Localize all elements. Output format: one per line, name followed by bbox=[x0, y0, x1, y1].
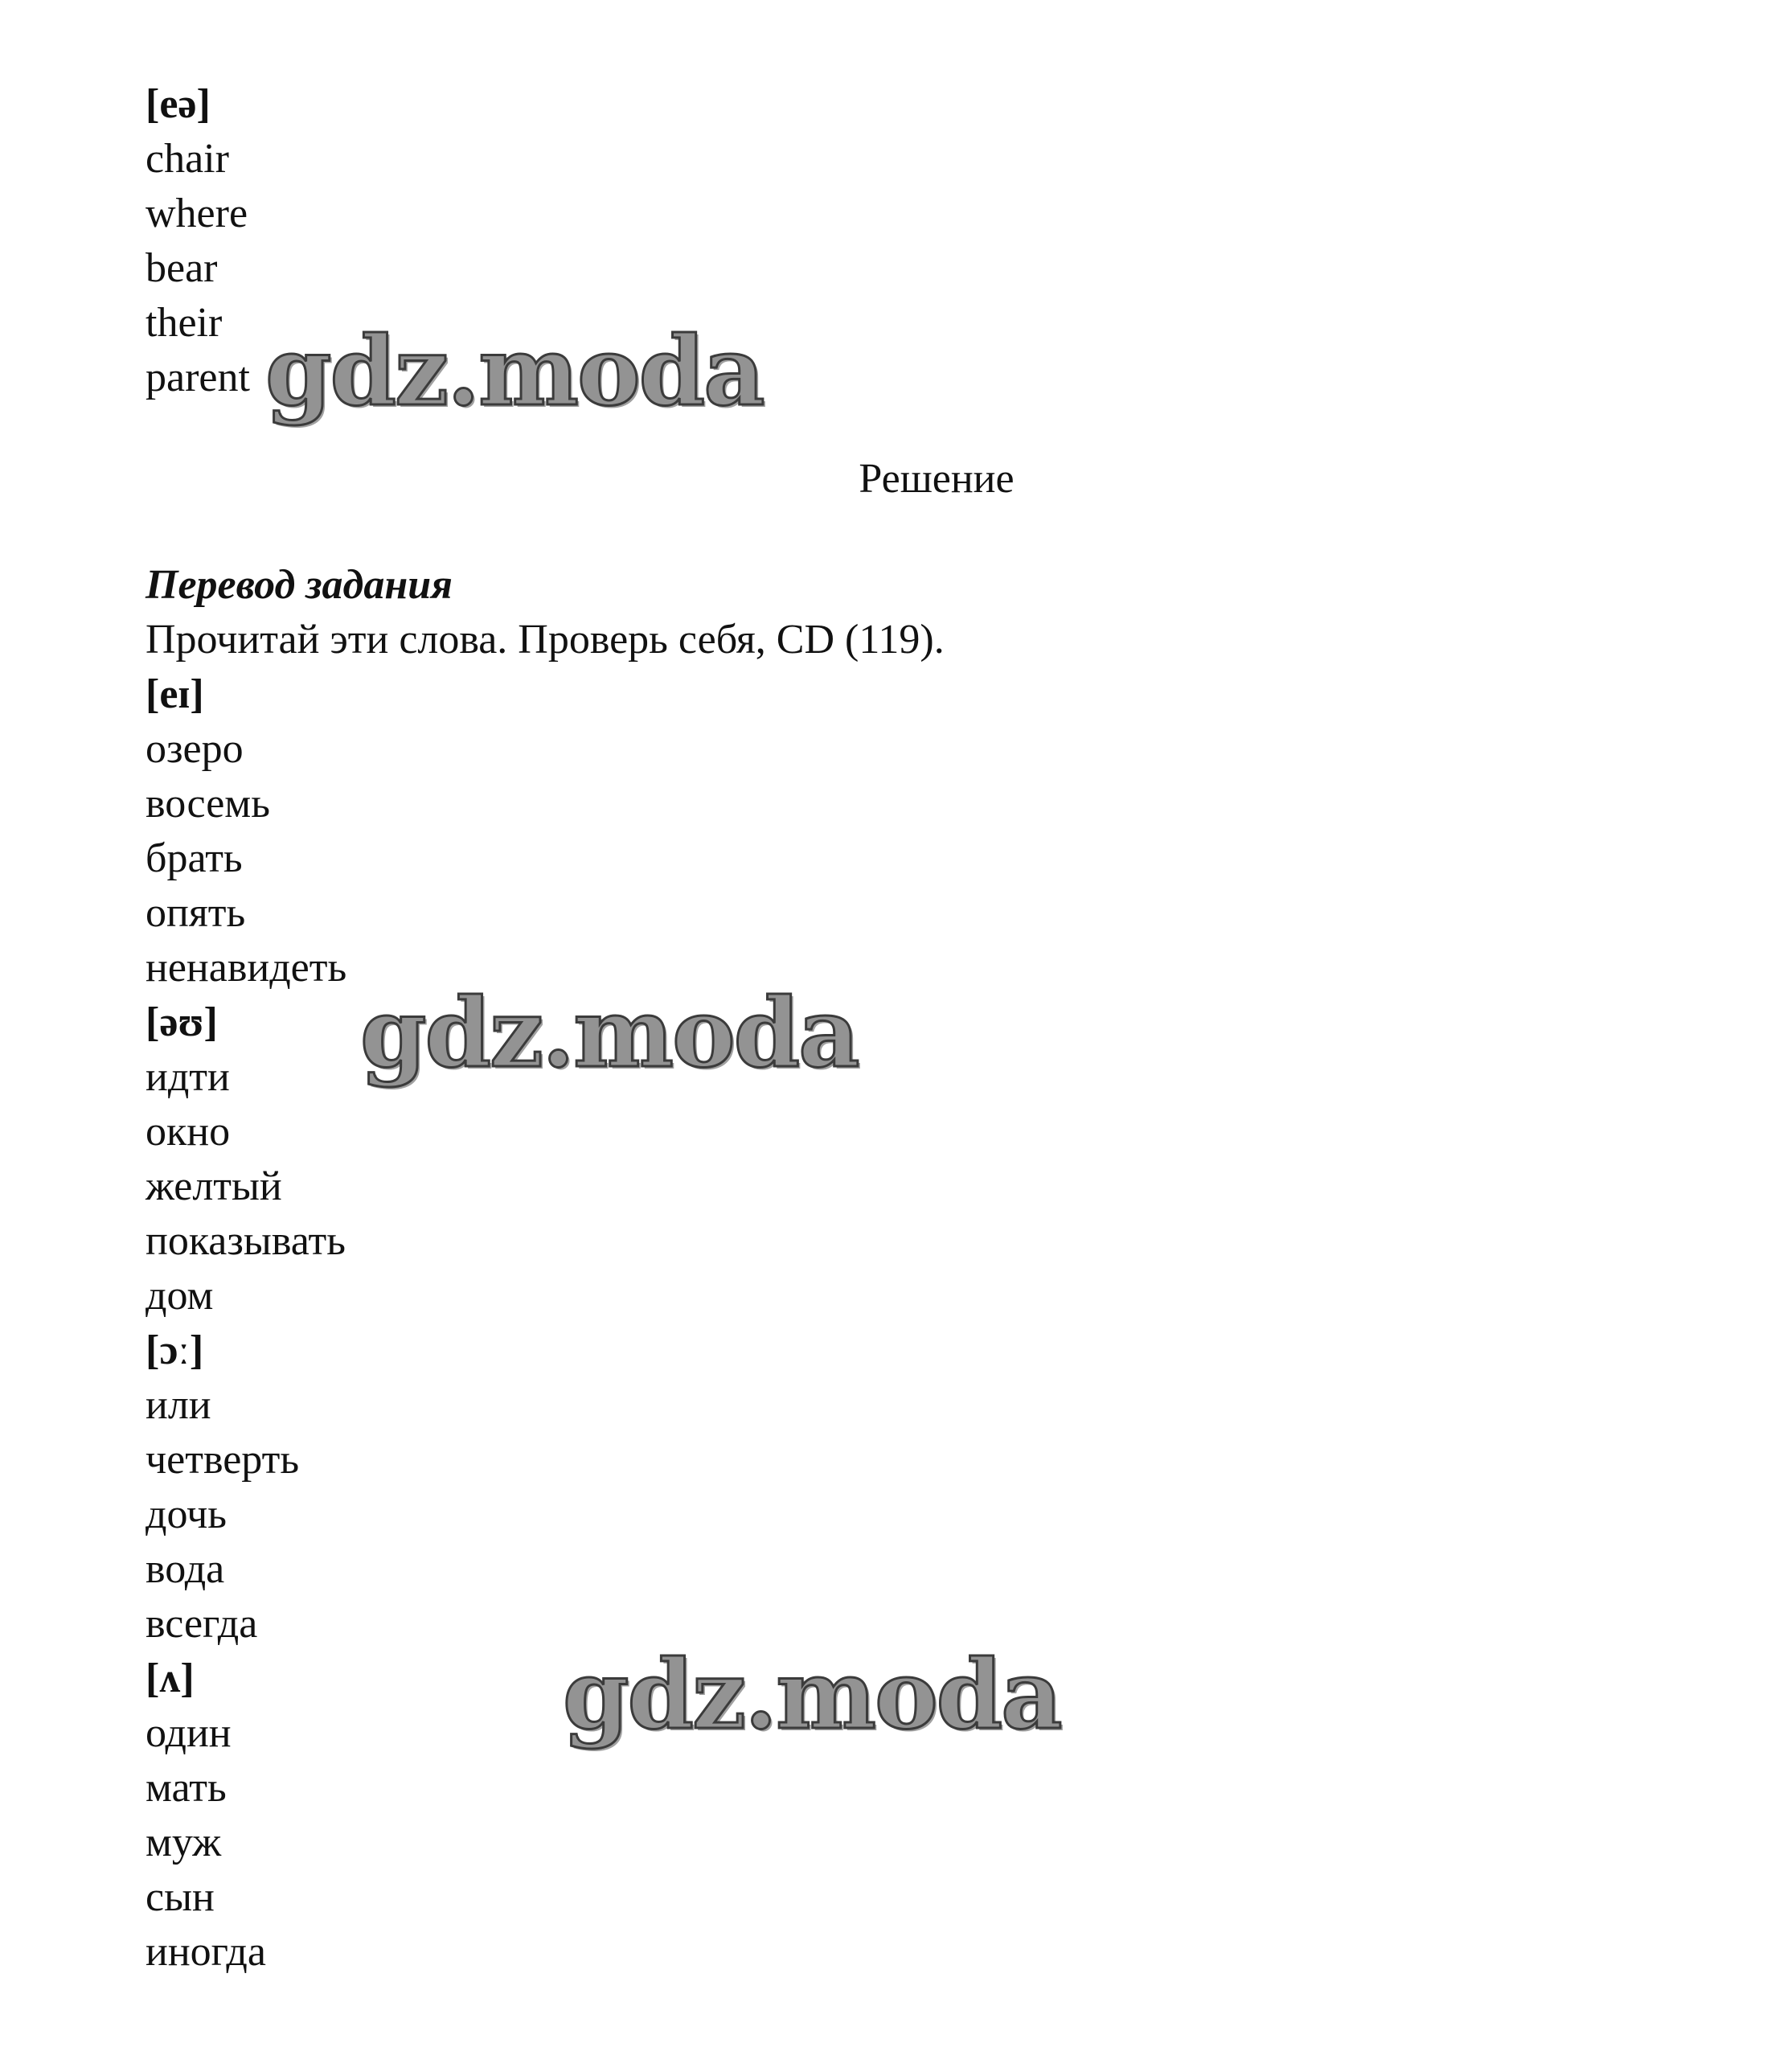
word-item: опять bbox=[146, 890, 246, 936]
word-item: муж bbox=[146, 1820, 222, 1865]
watermark-logo: gdz.moda bbox=[265, 315, 764, 427]
word-item: окно bbox=[146, 1109, 231, 1155]
phoneme-wedge: [ʌ] bbox=[146, 1656, 195, 1701]
word-item: идти bbox=[146, 1054, 230, 1100]
word-item: один bbox=[146, 1710, 232, 1756]
watermark-logo: gdz.moda bbox=[360, 977, 859, 1089]
word-item: всегда bbox=[146, 1601, 258, 1647]
translation-instruction: Прочитай эти слова. Проверь себя, CD (119). bbox=[146, 617, 945, 663]
translation-heading: Перевод задания bbox=[146, 562, 453, 608]
word-item: сын bbox=[146, 1874, 215, 1920]
phoneme-ea: [eə] bbox=[146, 81, 211, 127]
word-item: показывать bbox=[146, 1218, 346, 1264]
word-item: parent bbox=[146, 355, 250, 400]
word-item: вода bbox=[146, 1546, 225, 1592]
word-item: озеро bbox=[146, 726, 244, 772]
word-item: или bbox=[146, 1382, 211, 1428]
word-item: chair bbox=[146, 136, 229, 182]
watermark-logo: gdz.moda bbox=[563, 1639, 1061, 1750]
word-item: дом bbox=[146, 1273, 214, 1319]
word-item: bear bbox=[146, 245, 218, 291]
word-item: their bbox=[146, 300, 223, 346]
phoneme-o-long: [ɔː] bbox=[146, 1327, 204, 1373]
word-item: четверть bbox=[146, 1437, 300, 1483]
phoneme-eu: [əʊ] bbox=[146, 999, 218, 1045]
word-item: дочь bbox=[146, 1491, 227, 1537]
word-item: where bbox=[146, 191, 248, 236]
solution-title: Решение bbox=[859, 456, 1015, 502]
word-item: восемь bbox=[146, 781, 270, 827]
phoneme-ei: [eɪ] bbox=[146, 671, 204, 717]
word-item: желтый bbox=[146, 1163, 282, 1209]
word-item: иногда bbox=[146, 1929, 266, 1975]
word-item: мать bbox=[146, 1765, 227, 1811]
word-item: ненавидеть bbox=[146, 945, 347, 991]
word-item: брать bbox=[146, 835, 243, 881]
